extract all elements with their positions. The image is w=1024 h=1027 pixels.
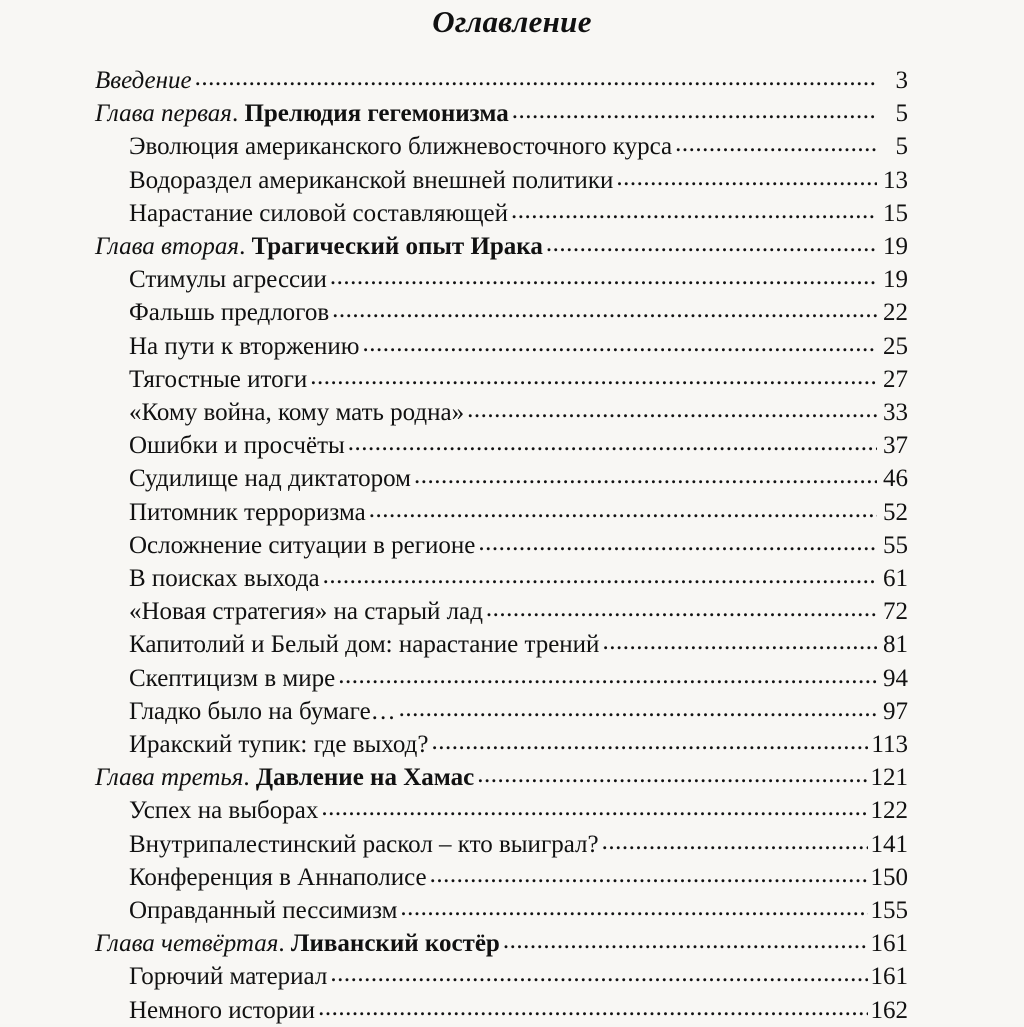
page-number: 15 — [883, 199, 908, 227]
dot-leader — [400, 894, 867, 927]
dot-leader — [478, 529, 877, 562]
toc-section-entry — [129, 695, 908, 728]
page-number: 13 — [883, 166, 908, 194]
toc-entry-text: «Кому война, кому мать родна» — [129, 399, 465, 426]
toc-entry-text: Внутрипалестинский раскол – кто выиграл? — [129, 830, 599, 858]
dot-leader — [467, 396, 877, 429]
toc-section-entry — [129, 794, 908, 827]
dot-leader — [348, 429, 877, 462]
chapter-title: Прелюдия гегемонизма — [244, 100, 509, 128]
toc-section-entry — [129, 595, 908, 628]
toc-section-entry — [129, 994, 908, 1027]
chapter-title: Трагический опыт Ирака — [251, 233, 543, 260]
toc-section-entry — [129, 728, 908, 761]
toc-entry-text: Гладко было на бумаге… — [129, 697, 396, 725]
intro-title: Введение — [95, 67, 192, 94]
dot-leader — [414, 462, 877, 495]
page-number: 141 — [870, 830, 908, 858]
page-number: 61 — [883, 565, 908, 592]
page-number: 121 — [870, 764, 908, 792]
dot-leader — [486, 595, 877, 628]
chapter-separator: . — [239, 233, 252, 260]
toc-entry-text — [95, 64, 192, 97]
page-number: 3 — [895, 67, 908, 94]
toc-entry-text: Ошибки и просчёты — [129, 432, 345, 460]
toc-chapter-entry — [95, 761, 908, 794]
dot-leader — [369, 496, 877, 529]
toc-entry-text: Оправданный пессимизм — [129, 897, 398, 924]
dot-leader — [512, 97, 877, 130]
toc-entry-text: Судилище над диктатором — [129, 465, 412, 493]
dot-leader — [332, 296, 877, 329]
toc-chapter-entry — [95, 230, 908, 263]
page-number: 25 — [883, 332, 908, 360]
chapter-prefix: Глава четвёртая — [95, 930, 279, 958]
toc-entry-text: Стимулы агрессии — [129, 266, 327, 294]
page-number: 161 — [870, 963, 908, 991]
toc-chapter-entry — [95, 97, 908, 130]
toc-section-entry — [129, 164, 908, 197]
dot-leader — [323, 562, 877, 595]
toc-section-entry — [129, 628, 908, 661]
dot-leader — [602, 628, 877, 661]
dot-leader — [362, 330, 877, 363]
dot-leader — [546, 230, 877, 263]
toc-entry-text: Успех на выборах — [129, 797, 319, 825]
page-number: 19 — [883, 266, 908, 294]
toc-section-entry — [129, 429, 908, 462]
dot-leader — [195, 64, 877, 97]
toc-section-entry — [129, 828, 908, 861]
toc-entry-text: Скептицизм в мире — [129, 664, 336, 692]
toc-section-entry — [129, 529, 908, 562]
page-number: 46 — [883, 465, 908, 493]
page-number: 150 — [870, 863, 908, 891]
toc-chapter-entry — [95, 927, 908, 960]
dot-leader — [318, 994, 867, 1027]
chapter-title: Ливанский костёр — [290, 930, 500, 958]
toc-section-entry — [129, 462, 908, 495]
toc-section-entry — [129, 363, 908, 396]
toc-entry-text — [95, 97, 509, 130]
page-number: 22 — [883, 299, 908, 327]
toc-section-entry — [129, 396, 908, 429]
toc-section-entry — [129, 130, 908, 163]
dot-leader — [431, 728, 868, 761]
toc-section-entry — [129, 894, 908, 927]
page-number: 97 — [883, 697, 908, 725]
toc-section-entry — [129, 861, 908, 894]
toc-entry-text — [95, 230, 543, 263]
dot-leader — [338, 662, 877, 695]
dot-leader — [330, 960, 867, 993]
toc-entry-text: Водораздел американской внешней политики — [129, 166, 614, 194]
toc-entry-text: Фальшь предлогов — [129, 299, 330, 327]
toc-entry-text: «Новая стратегия» на старый лад — [129, 598, 483, 626]
toc-entry-text: Горючий материал — [129, 963, 328, 991]
page-number: 33 — [883, 399, 908, 426]
toc-section-entry — [129, 330, 908, 363]
toc-section-entry — [129, 960, 908, 993]
chapter-separator: . — [243, 764, 256, 792]
toc-section-entry — [129, 296, 908, 329]
toc-entry-text: Конференция в Аннаполисе — [129, 863, 427, 891]
dot-leader — [602, 828, 868, 861]
chapter-separator: . — [278, 930, 291, 958]
toc-entry-text: Осложнение ситуации в регионе — [129, 531, 476, 559]
toc-entry-text — [95, 761, 474, 794]
dot-leader — [477, 761, 867, 794]
chapter-title: Давление на Хамас — [255, 764, 475, 792]
page-title: Оглавление — [432, 4, 592, 39]
page-number: 155 — [870, 897, 908, 924]
toc-entry-text: На пути к вторжению — [129, 332, 360, 360]
toc-entry-text: Капитолий и Белый дом: нарастание трений — [129, 631, 600, 659]
page-number: 72 — [883, 598, 908, 626]
chapter-prefix: Глава вторая — [95, 233, 240, 260]
toc-entry-text: Питомник терроризма — [129, 498, 366, 526]
dot-leader — [511, 197, 877, 230]
dot-leader — [675, 130, 877, 163]
page-number: 55 — [883, 531, 908, 559]
page-number: 5 — [895, 133, 908, 161]
page-number: 37 — [883, 432, 908, 460]
page-number: 161 — [870, 930, 908, 958]
page-number: 81 — [883, 631, 908, 659]
page-number: 94 — [883, 664, 908, 692]
toc-entry-text: Немного истории — [129, 996, 316, 1024]
chapter-prefix: Глава первая — [95, 100, 232, 128]
toc-entry-text: Эволюция американского ближневосточного курса — [129, 133, 673, 161]
chapter-separator: . — [231, 100, 245, 128]
page-number: 5 — [895, 100, 908, 128]
toc-section-entry — [129, 562, 908, 595]
page-number: 52 — [883, 498, 908, 526]
page-number: 19 — [883, 233, 908, 260]
toc-intro-entry — [95, 64, 908, 97]
page-number: 27 — [883, 365, 908, 393]
toc-section-entry — [129, 263, 908, 296]
dot-leader — [310, 363, 877, 396]
page-number: 113 — [871, 731, 908, 758]
toc-section-entry — [129, 197, 908, 230]
toc-entry-text — [95, 927, 500, 960]
toc-entry-text: Тягостные итоги — [129, 365, 308, 393]
dot-leader — [616, 164, 877, 197]
toc-entry-text: Нарастание силовой составляющей — [129, 199, 508, 227]
dot-leader — [430, 861, 868, 894]
toc-entry-text: В поисках выхода — [129, 565, 320, 592]
dot-leader — [503, 927, 868, 960]
chapter-prefix: Глава третья — [95, 764, 244, 792]
toc-entry-text: Иракский тупик: где выход? — [129, 731, 429, 758]
page-number: 162 — [870, 996, 908, 1024]
dot-leader — [330, 263, 877, 296]
dot-leader — [321, 794, 867, 827]
dot-leader — [399, 695, 877, 728]
toc-section-entry — [129, 662, 908, 695]
page-number: 122 — [870, 797, 908, 825]
toc-section-entry — [129, 496, 908, 529]
